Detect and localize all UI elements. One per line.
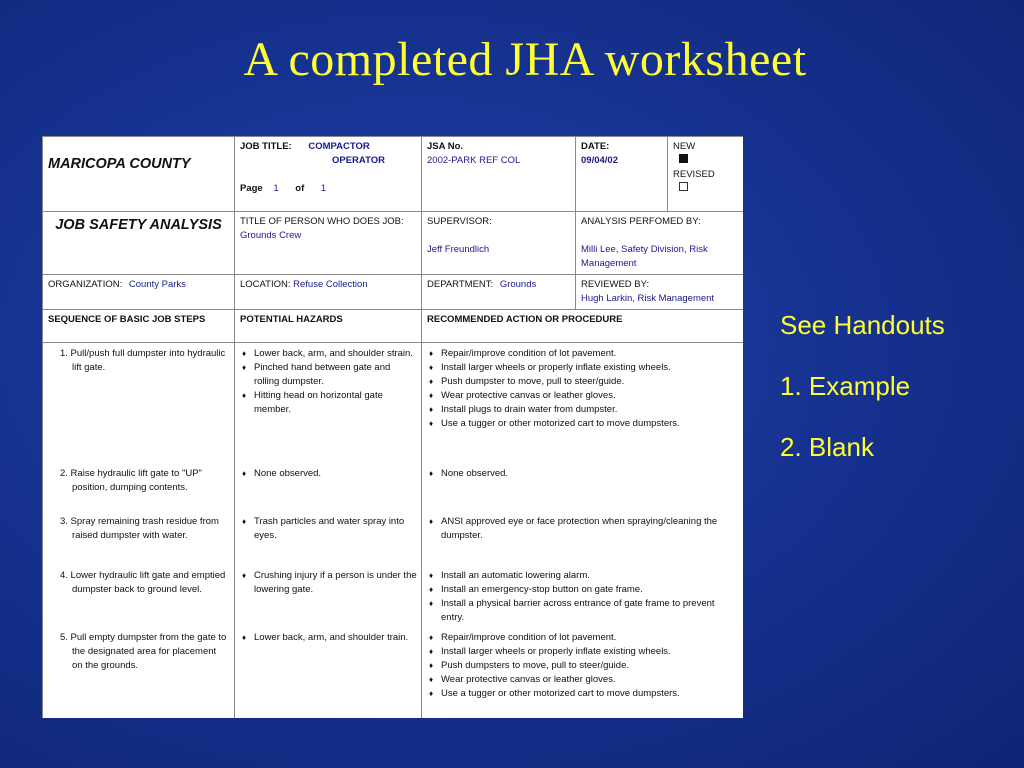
action-list-3: [427, 515, 740, 543]
date-label: DATE:: [581, 141, 610, 152]
supervisor-value: Jeff Freundlich: [427, 244, 490, 255]
hazard-item: ♦ None observed.: [240, 467, 418, 481]
action-item: ♦ Install larger wheels or properly inflate existing wheels.: [427, 645, 740, 659]
hazard-list-3: [240, 515, 418, 543]
side-note-blank: 2. Blank: [780, 432, 874, 462]
hazard-item: ♦ Trash particles and water spray into eyes.: [240, 515, 418, 543]
county-name: MARICOPA COUNTY: [43, 137, 235, 212]
action-item: ♦ Install a physical barrier across entrance of gate frame to prevent entry.: [427, 597, 740, 625]
hazard-item: ♦ Crushing injury if a person is under the lowering gate.: [240, 569, 418, 597]
hazard-item: ♦ Lower back, arm, and shoulder train.: [240, 631, 418, 645]
col-header-steps: SEQUENCE OF BASIC JOB STEPS: [43, 310, 235, 343]
action-item: ♦ None observed.: [427, 467, 740, 481]
jha-worksheet: [42, 136, 743, 718]
action-list-1: [427, 347, 740, 431]
side-note-example: 1. Example: [780, 371, 911, 401]
department-cell: [422, 275, 576, 310]
action-item: ♦ Install plugs to drain water from dumpster.: [427, 403, 740, 417]
location-label: LOCATION:: [240, 279, 291, 290]
hazards-column: [235, 343, 422, 719]
action-item: ♦ Wear protective canvas or leather gloves.: [427, 389, 740, 403]
jsa-no-value: 2002-PARK REF COL: [427, 155, 521, 166]
action-item: ♦ Push dumpsters to move, pull to steer/guide.: [427, 659, 740, 673]
date-value: 09/04/02: [581, 155, 618, 166]
title-person-label: TITLE OF PERSON WHO DOES JOB:: [240, 216, 404, 227]
supervisor-cell: [422, 212, 576, 275]
action-list-4: [427, 569, 740, 625]
action-item: ♦ Use a tugger or other motorized cart to move dumpsters.: [427, 687, 740, 701]
page-label: Page: [240, 183, 263, 194]
new-label: NEW: [673, 141, 696, 152]
revised-label: REVISED: [673, 169, 715, 180]
hazard-item: ♦ Pinched hand between gate and rolling dumpster.: [240, 361, 418, 389]
job-step-3: 3. Spray remaining trash residue from raised dumpster with water.: [60, 516, 219, 541]
page-total: 1: [320, 183, 327, 194]
reviewed-cell: [576, 275, 744, 310]
steps-column: [43, 343, 235, 719]
col-header-hazards: POTENTIAL HAZARDS: [235, 310, 422, 343]
action-list-2: [427, 467, 740, 481]
job-step-5: 5. Pull empty dumpster from the gate to the designated area for placement on the grounds.: [60, 632, 227, 671]
action-item: ♦ Repair/improve condition of lot pavement.: [427, 631, 740, 645]
location-value: Refuse Collection: [293, 279, 368, 290]
action-item: ♦ Wear protective canvas or leather gloves.: [427, 673, 740, 687]
actions-column: [422, 343, 744, 719]
title-person-cell: [235, 212, 422, 275]
location-cell: [235, 275, 422, 310]
analysis-value: Milli Lee, Safety Division, Risk Management: [581, 244, 708, 269]
reviewed-label: REVIEWED BY:: [581, 279, 650, 290]
new-checkbox: [679, 154, 688, 163]
job-step-1: 1. Pull/push full dumpster into hydraulic lift gate.: [60, 348, 226, 373]
jsa-no-cell: [422, 137, 576, 212]
action-item: ♦ Repair/improve condition of lot pavement.: [427, 347, 740, 361]
organization-value: County Parks: [128, 279, 186, 290]
action-item: ♦ Install an emergency-stop button on gate frame.: [427, 583, 740, 597]
analysis-label: ANALYSIS PERFOMED BY:: [581, 216, 701, 227]
jsa-title: JOB SAFETY ANALYSIS: [43, 212, 235, 275]
action-item: ♦ Use a tugger or other motorized cart to move dumpsters.: [427, 417, 740, 431]
col-header-actions: RECOMMENDED ACTION OR PROCEDURE: [422, 310, 744, 343]
job-title-label: JOB TITLE:: [240, 141, 292, 152]
page-num: 1: [273, 183, 279, 194]
organization-label: ORGANIZATION:: [48, 279, 123, 290]
hazard-list-5: [240, 631, 418, 645]
job-title-cell: [235, 137, 422, 212]
hazard-list-4: [240, 569, 418, 597]
revised-checkbox: [679, 182, 688, 191]
reviewed-value: Hugh Larkin, Risk Management: [581, 293, 715, 304]
title-person-value: Grounds Crew: [240, 230, 302, 241]
of-label: of: [295, 183, 305, 194]
action-list-5: [427, 631, 740, 701]
jsa-no-label: JSA No.: [427, 141, 464, 152]
job-step-2: 2. Raise hydraulic lift gate to "UP" position, dumping contents.: [60, 468, 202, 493]
slide-title: A completed JHA worksheet: [243, 33, 807, 86]
action-item: ♦ ANSI approved eye or face protection when spraying/cleaning the dumpster.: [427, 515, 740, 543]
action-item: ♦ Install an automatic lowering alarm.: [427, 569, 740, 583]
jha-table: [42, 136, 743, 718]
job-step-4: 4. Lower hydraulic lift gate and emptied dumpster back to ground level.: [60, 570, 226, 595]
action-item: ♦ Push dumpster to move, pull to steer/guide.: [427, 375, 740, 389]
hazard-list-1: [240, 347, 418, 417]
job-title-value-2: OPERATOR: [332, 155, 385, 166]
organization-cell: [43, 275, 235, 310]
date-cell: [576, 137, 668, 212]
department-value: Grounds: [499, 279, 537, 290]
department-label: DEPARTMENT:: [427, 279, 494, 290]
side-note-handouts: See Handouts: [780, 310, 945, 340]
status-cell: [668, 137, 744, 212]
job-title-value-1: COMPACTOR: [308, 141, 370, 152]
supervisor-label: SUPERVISOR:: [427, 216, 492, 227]
hazard-item: ♦ Hitting head on horizontal gate member.: [240, 389, 418, 417]
analysis-cell: [576, 212, 744, 275]
hazard-item: ♦ Lower back, arm, and shoulder strain.: [240, 347, 418, 361]
hazard-list-2: [240, 467, 418, 481]
action-item: ♦ Install larger wheels or properly inflate existing wheels.: [427, 361, 740, 375]
